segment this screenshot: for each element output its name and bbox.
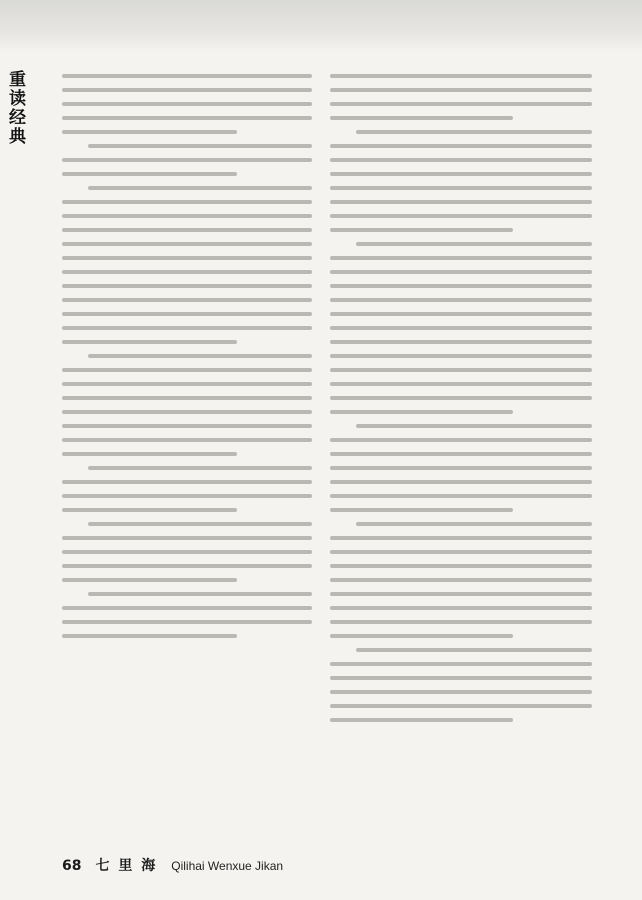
text-line-placeholder xyxy=(62,312,312,316)
text-line-placeholder xyxy=(330,382,592,386)
text-line-placeholder xyxy=(330,74,592,78)
text-line-placeholder xyxy=(330,690,592,694)
text-line-placeholder xyxy=(62,256,312,260)
text-line-placeholder xyxy=(330,620,592,624)
text-line-placeholder xyxy=(62,410,312,414)
text-line-placeholder xyxy=(356,242,592,246)
header-band xyxy=(0,0,642,52)
text-line-placeholder xyxy=(330,158,592,162)
magazine-name-en: Qilihai Wenxue Jikan xyxy=(171,859,284,873)
text-line-placeholder xyxy=(330,480,592,484)
text-line-placeholder xyxy=(62,74,312,78)
text-line-placeholder xyxy=(330,144,592,148)
text-line-placeholder xyxy=(62,368,312,372)
text-line-placeholder xyxy=(88,144,312,148)
text-line-placeholder xyxy=(62,116,312,120)
text-line-placeholder xyxy=(62,228,312,232)
text-line-placeholder xyxy=(62,88,312,92)
text-line-placeholder xyxy=(330,466,592,470)
text-line-placeholder xyxy=(88,466,312,470)
text-line-placeholder xyxy=(62,606,312,610)
text-line-placeholder xyxy=(330,368,592,372)
text-line-placeholder xyxy=(330,452,592,456)
text-line-placeholder xyxy=(356,522,592,526)
text-line-placeholder xyxy=(62,382,312,386)
text-line-placeholder xyxy=(330,676,592,680)
text-line-placeholder xyxy=(330,298,592,302)
text-line-placeholder xyxy=(62,452,237,456)
text-line-placeholder xyxy=(330,172,592,176)
section-label: 重读经典 xyxy=(5,70,25,146)
text-line-placeholder xyxy=(330,578,592,582)
text-line-placeholder xyxy=(330,228,513,232)
text-line-placeholder xyxy=(330,284,592,288)
paragraph xyxy=(62,522,312,582)
article-column-left xyxy=(62,64,312,822)
text-line-placeholder xyxy=(330,592,592,596)
magazine-name: 七 里 海 xyxy=(95,858,158,874)
text-line-placeholder xyxy=(62,214,312,218)
text-line-placeholder xyxy=(356,130,592,134)
text-line-placeholder xyxy=(62,284,312,288)
text-line-placeholder xyxy=(62,396,312,400)
text-line-placeholder xyxy=(330,662,592,666)
text-line-placeholder xyxy=(356,648,592,652)
text-line-placeholder xyxy=(330,564,592,568)
page-number: 68 xyxy=(62,858,82,874)
text-line-placeholder xyxy=(330,340,592,344)
text-line-placeholder xyxy=(88,592,312,596)
text-line-placeholder xyxy=(330,536,592,540)
paragraph xyxy=(330,648,592,722)
text-line-placeholder xyxy=(88,522,312,526)
text-line-placeholder xyxy=(62,130,237,134)
text-line-placeholder xyxy=(330,550,592,554)
text-line-placeholder xyxy=(88,186,312,190)
paragraph xyxy=(62,186,312,344)
text-line-placeholder xyxy=(62,102,312,106)
text-line-placeholder xyxy=(62,564,312,568)
paragraph xyxy=(330,242,592,414)
paragraph xyxy=(62,144,312,176)
paragraph xyxy=(330,74,592,120)
text-line-placeholder xyxy=(62,424,312,428)
text-line-placeholder xyxy=(62,298,312,302)
page-footer xyxy=(62,855,283,877)
paragraph xyxy=(330,522,592,638)
text-line-placeholder xyxy=(330,270,592,274)
text-line-placeholder xyxy=(62,326,312,330)
text-line-placeholder xyxy=(62,634,237,638)
text-line-placeholder xyxy=(62,620,312,624)
text-line-placeholder xyxy=(330,396,592,400)
text-line-placeholder xyxy=(62,438,312,442)
text-line-placeholder xyxy=(330,102,592,106)
article-column-right xyxy=(330,64,592,822)
paragraph xyxy=(330,130,592,232)
text-line-placeholder xyxy=(330,704,592,708)
text-line-placeholder xyxy=(330,606,592,610)
text-line-placeholder xyxy=(62,494,312,498)
paragraph xyxy=(62,466,312,512)
text-line-placeholder xyxy=(330,718,513,722)
text-line-placeholder xyxy=(62,550,312,554)
text-line-placeholder xyxy=(62,200,312,204)
text-line-placeholder xyxy=(62,172,237,176)
text-line-placeholder xyxy=(330,410,513,414)
text-line-placeholder xyxy=(62,480,312,484)
text-line-placeholder xyxy=(356,424,592,428)
text-line-placeholder xyxy=(330,508,513,512)
text-line-placeholder xyxy=(62,158,312,162)
paragraph xyxy=(62,592,312,638)
text-line-placeholder xyxy=(62,270,312,274)
text-line-placeholder xyxy=(330,256,592,260)
text-line-placeholder xyxy=(330,214,592,218)
text-line-placeholder xyxy=(330,186,592,190)
text-line-placeholder xyxy=(62,578,237,582)
text-line-placeholder xyxy=(330,88,592,92)
text-line-placeholder xyxy=(330,438,592,442)
paragraph xyxy=(62,74,312,134)
paragraph xyxy=(330,424,592,512)
text-line-placeholder xyxy=(62,536,312,540)
text-line-placeholder xyxy=(330,494,592,498)
text-line-placeholder xyxy=(62,242,312,246)
text-line-placeholder xyxy=(62,508,237,512)
text-line-placeholder xyxy=(62,340,237,344)
text-line-placeholder xyxy=(330,312,592,316)
text-line-placeholder xyxy=(330,200,592,204)
text-line-placeholder xyxy=(330,116,513,120)
text-line-placeholder xyxy=(88,354,312,358)
text-line-placeholder xyxy=(330,634,513,638)
text-line-placeholder xyxy=(330,326,592,330)
paragraph xyxy=(62,354,312,456)
text-line-placeholder xyxy=(330,354,592,358)
